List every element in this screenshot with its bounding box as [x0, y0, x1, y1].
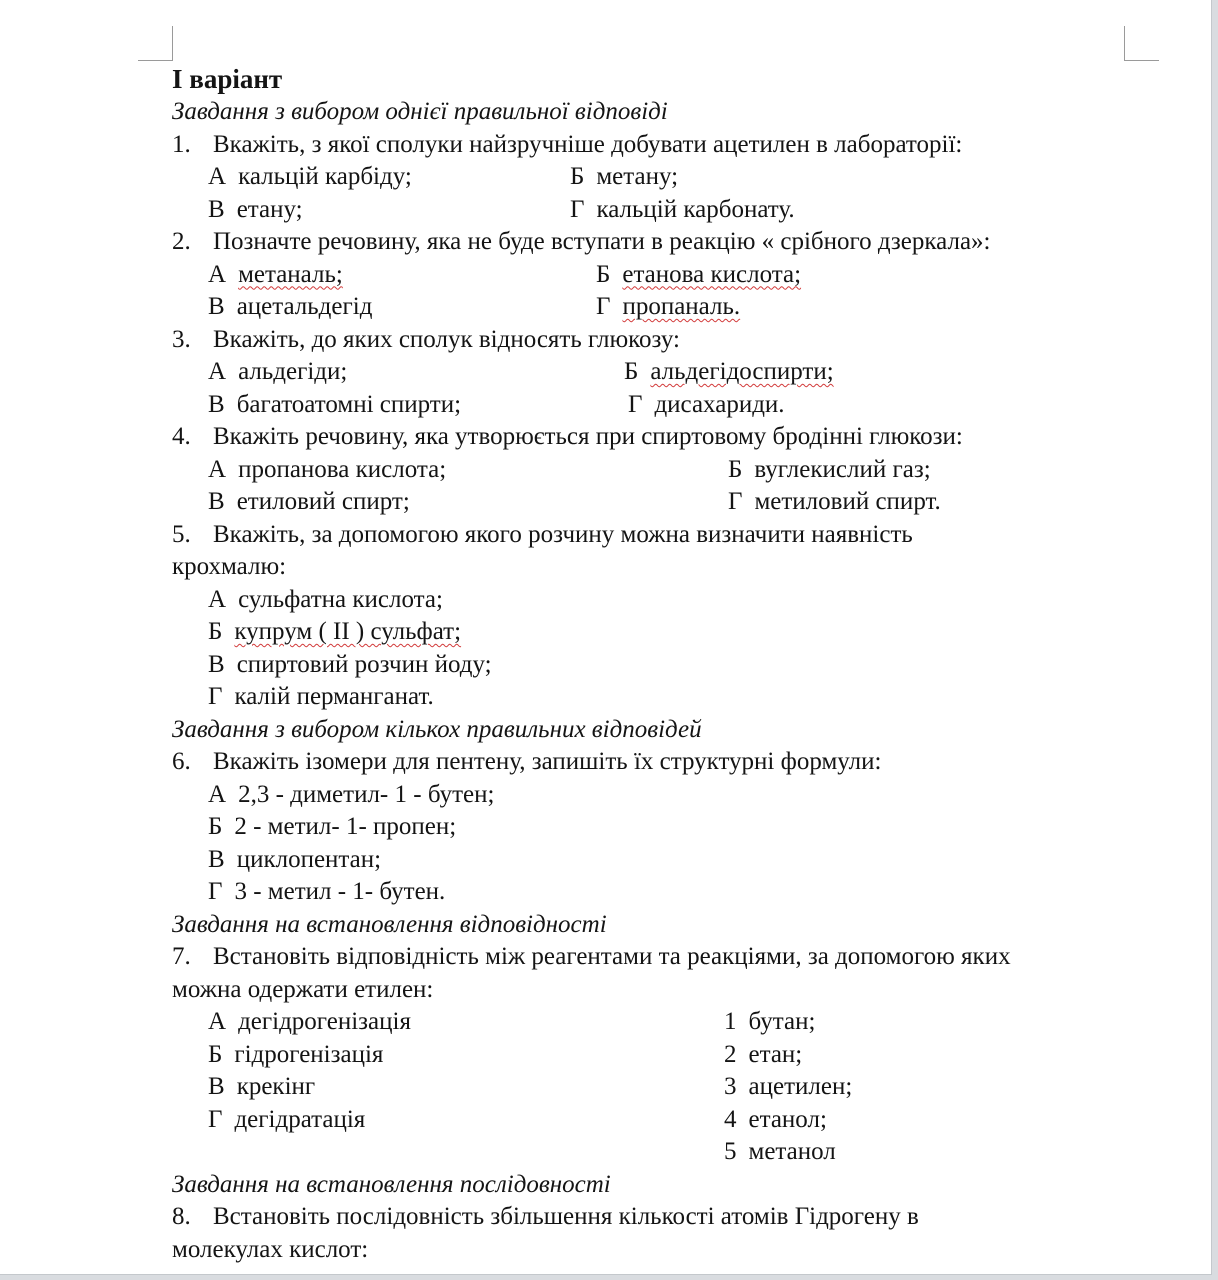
matching-left-item: В крекінг — [208, 1073, 316, 1100]
answer-option: В ацетальдегід — [208, 293, 373, 320]
matching-right-item: 5 метанол — [724, 1138, 836, 1165]
question-1 — [172, 129, 1152, 162]
question-text-continued: молекулах кислот: — [172, 1235, 369, 1263]
question-number: 4. — [172, 423, 191, 450]
question-4 — [172, 421, 1152, 454]
answer-option: А метаналь; — [208, 260, 343, 288]
matching-left-item: А дегідрогенізація — [208, 1008, 411, 1035]
answer-option: А сульфатна кислота; — [208, 585, 443, 613]
margin-corner-top-right — [1124, 26, 1159, 61]
question-text-continued: крохмалю: — [172, 553, 287, 580]
answer-row — [172, 356, 1152, 389]
answer-option: Г дисахариди. — [628, 390, 785, 418]
answer-option: В багатоатомні спирти; — [208, 390, 462, 418]
document-body[interactable] — [172, 62, 1152, 1266]
question-text: Вкажіть ізомери для пентену, запишіть їх структурні формули: — [213, 748, 882, 775]
section-heading-single: Завдання з вибором однієї правильної відповіді — [172, 98, 668, 125]
question-text: Вкажіть речовину, яка утворюється при спиртовому бродінні глюкози: — [213, 423, 963, 450]
matching-row — [172, 1006, 1152, 1039]
matching-row — [172, 1039, 1152, 1072]
question-text: Вкажіть, до яких сполук відносять глюкозу: — [213, 325, 680, 353]
answer-option: А 2,3 - диметил- 1 - бутен; — [208, 780, 495, 808]
answer-row — [172, 259, 1152, 292]
matching-left-item: Б гідрогенізація — [208, 1040, 384, 1068]
answer-option: А кальцій карбіду; — [208, 163, 412, 190]
matching-right-item: 2 етан; — [724, 1040, 803, 1068]
answer-option: Б купрум ( ІІ ) сульфат; — [208, 618, 462, 645]
answer-option: Г калій перманганат. — [208, 683, 434, 710]
margin-corner-top-left — [138, 26, 173, 61]
answer-option: Б альдегідоспирти; — [624, 358, 834, 385]
answer-option: А пропанова кислота; — [208, 455, 447, 483]
answer-option: Б 2 - метил- 1- пропен; — [208, 813, 457, 840]
answer-row — [172, 811, 1152, 844]
answer-option: Г пропаналь. — [596, 293, 741, 320]
question-text: Позначте речовину, яка не буде вступати в реакцію « срібного дзеркала»: — [213, 228, 991, 255]
answer-row — [172, 389, 1152, 422]
answer-option: Б етанова кислота; — [596, 260, 802, 288]
matching-right-item: 4 етанол; — [724, 1105, 827, 1133]
question-text-continued: можна одержати етилен: — [172, 975, 434, 1003]
matching-row — [172, 1136, 1152, 1169]
answer-row — [172, 584, 1152, 617]
answer-option: А альдегіди; — [208, 358, 348, 385]
answer-option: Б вуглекислий газ; — [728, 455, 931, 483]
answer-row — [172, 486, 1152, 519]
question-number: 6. — [172, 748, 191, 775]
answer-option: В циклопентан; — [208, 845, 382, 873]
answer-row — [172, 681, 1152, 714]
question-text: Встановіть відповідність між реагентами та реакціями, за допомогою яких — [213, 943, 1011, 970]
variant-title: І варіант — [172, 64, 283, 94]
answer-row — [172, 616, 1152, 649]
question-number: 1. — [172, 130, 191, 158]
matching-row — [172, 1104, 1152, 1137]
question-number: 8. — [172, 1203, 191, 1230]
question-3 — [172, 324, 1152, 357]
question-8 — [172, 1201, 1152, 1234]
section-heading-sequence: Завдання на встановлення послідовності — [172, 1170, 611, 1198]
answer-row — [172, 161, 1152, 194]
question-text: Вкажіть, за допомогою якого розчину можна визначити наявність — [213, 520, 913, 548]
matching-left-item: Г дегідратація — [208, 1105, 366, 1133]
answer-option: В спиртовий розчин йоду; — [208, 650, 492, 678]
question-6 — [172, 746, 1152, 779]
answer-row — [172, 649, 1152, 682]
answer-option: В етану; — [208, 195, 303, 223]
question-number: 5. — [172, 520, 191, 548]
question-2 — [172, 226, 1152, 259]
answer-option: Г метиловий спирт. — [728, 488, 941, 515]
answer-row — [172, 876, 1152, 909]
question-7 — [172, 941, 1152, 974]
matching-row — [172, 1071, 1152, 1104]
answer-row — [172, 291, 1152, 324]
answer-option: В етиловий спирт; — [208, 488, 410, 515]
question-number: 3. — [172, 325, 191, 353]
question-5 — [172, 519, 1152, 552]
question-text: Вкажіть, з якої сполуки найзручніше добувати ацетилен в лабораторії: — [213, 130, 963, 158]
matching-right-item: 3 ацетилен; — [724, 1073, 853, 1100]
answer-option: Г кальцій карбонату. — [570, 195, 795, 223]
matching-right-item: 1 бутан; — [724, 1008, 816, 1035]
answer-row — [172, 454, 1152, 487]
section-heading-multiple: Завдання з вибором кількох правильних відповідей — [172, 715, 702, 743]
answer-option: Б метану; — [570, 163, 679, 190]
question-number: 2. — [172, 228, 191, 255]
section-heading-matching: Завдання на встановлення відповідності — [172, 910, 607, 938]
question-text: Встановіть послідовність збільшення кількості атомів Гідрогену в — [213, 1203, 919, 1230]
answer-row — [172, 844, 1152, 877]
answer-option: Г 3 - метил - 1- бутен. — [208, 878, 446, 905]
answer-row — [172, 779, 1152, 812]
question-number: 7. — [172, 943, 191, 970]
answer-row — [172, 194, 1152, 227]
